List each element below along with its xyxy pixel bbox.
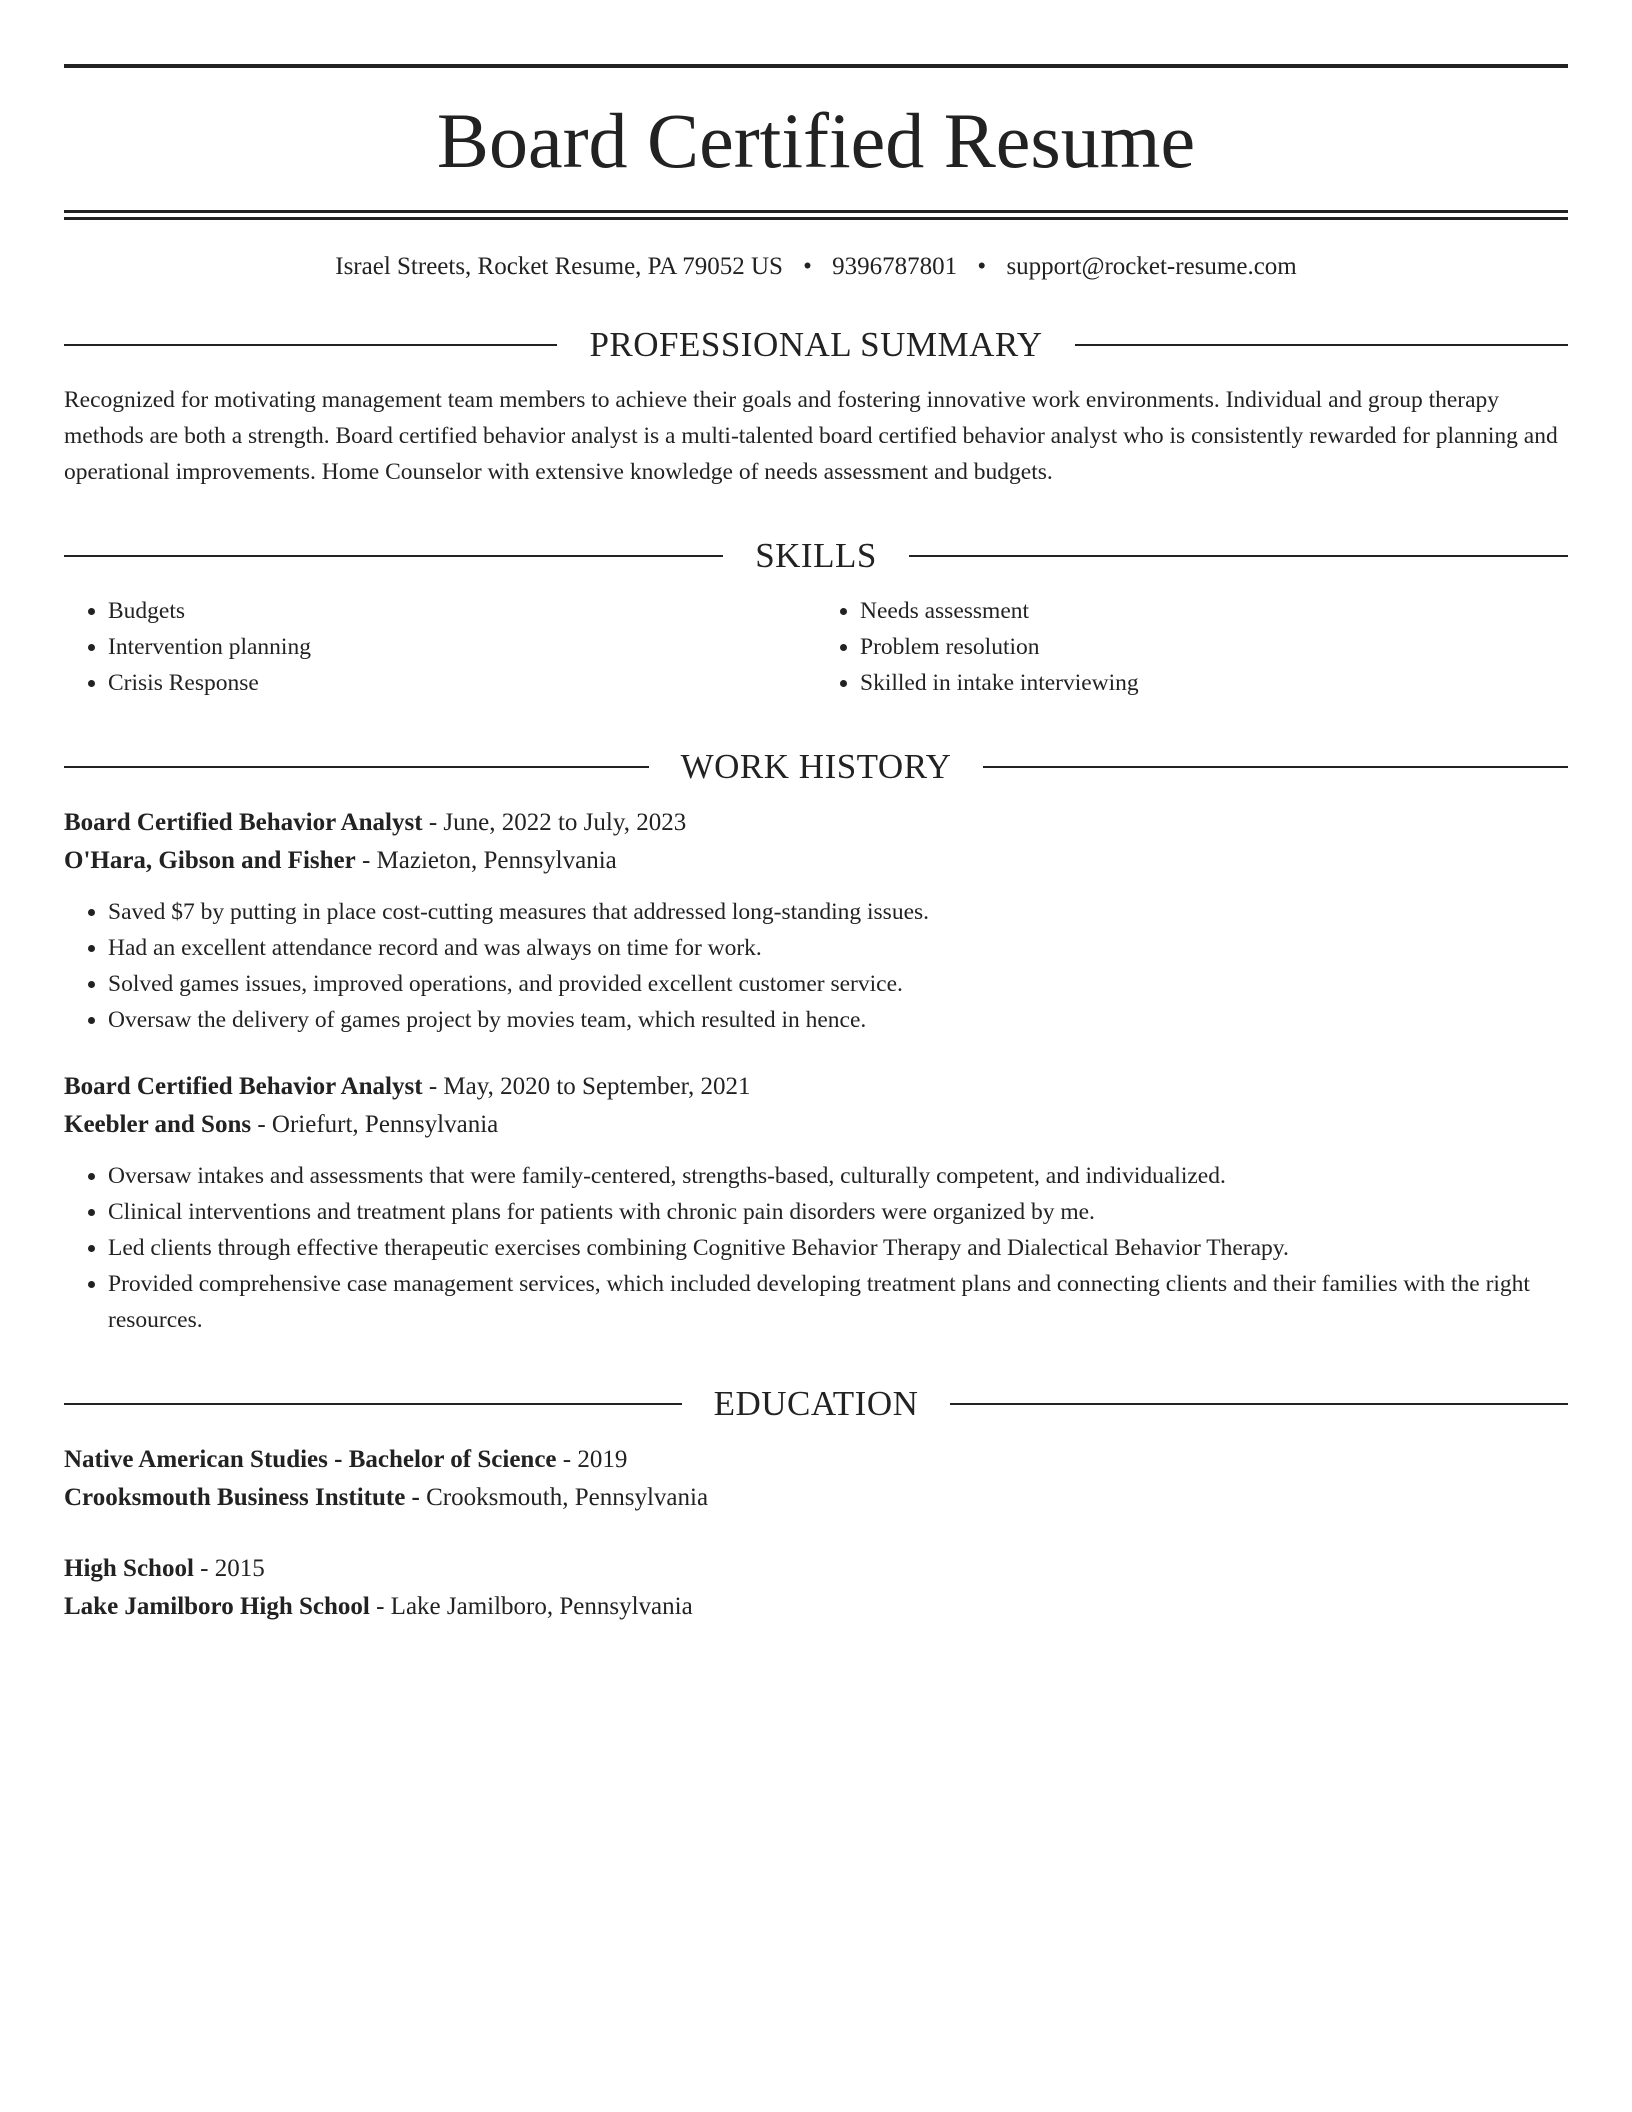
dash: - xyxy=(355,847,377,874)
skills-list xyxy=(64,593,1568,701)
contact-line xyxy=(64,254,1568,279)
job-dates: June, 2022 to July, 2023 xyxy=(443,809,687,836)
dash: - xyxy=(556,1446,578,1473)
summary-text: Recognized for motivating management team members to achieve their goals and fostering innovative work environments. Individual and group therapy methods are both a strength. Board certified behavior analyst is a multi-talented board certified behavior analyst who is consistently rewarded for planning and operational improvements. Home Counselor with extensive knowledge of needs assessment and budgets. xyxy=(64,387,1558,485)
education-location: Lake Jamilboro, Pennsylvania xyxy=(390,1593,693,1620)
heading-rule-right xyxy=(950,1403,1568,1405)
contact-phone: 9396787801 xyxy=(832,253,958,280)
job-title: Board Certified Behavior Analyst xyxy=(64,809,423,836)
section-title: PROFESSIONAL SUMMARY xyxy=(589,325,1043,364)
skill-item: • Budgets xyxy=(108,593,816,629)
job-location: Mazieton, Pennsylvania xyxy=(376,847,617,874)
skills-column-right xyxy=(816,593,1568,701)
job-title-line xyxy=(64,1068,1568,1106)
skill-item: • Crisis Response xyxy=(108,665,816,701)
title-double-rule xyxy=(64,210,1568,220)
education-school-line xyxy=(64,1588,1568,1626)
section-title: SKILLS xyxy=(755,536,877,575)
dash: - xyxy=(251,1111,272,1138)
education-school-line xyxy=(64,1479,1568,1517)
dash: - xyxy=(193,1555,215,1582)
section-title: WORK HISTORY xyxy=(680,747,952,786)
heading-rule-right xyxy=(909,555,1568,557)
section-heading-skills xyxy=(64,538,1568,573)
job-bullets xyxy=(64,1158,1568,1338)
education-entry xyxy=(64,1550,1568,1626)
heading-rule-left xyxy=(64,555,723,557)
page-title: Board Certified Resume xyxy=(436,97,1196,184)
job-bullet: • Oversaw intakes and assessments that were family-centered, strengths-based, culturally competent, and individualized. xyxy=(108,1158,1568,1194)
education-entry xyxy=(64,1441,1568,1517)
education-year: 2019 xyxy=(577,1446,628,1473)
job-company: O'Hara, Gibson and Fisher xyxy=(64,847,356,874)
job-title: Board Certified Behavior Analyst xyxy=(64,1073,423,1100)
contact-address: Israel Streets, Rocket Resume, PA 79052 US xyxy=(335,253,783,280)
job-bullet: • Provided comprehensive case management services, which included developing treatment plans and connecting clients and their families with the right resources. xyxy=(108,1266,1568,1338)
skill-item: • Needs assessment xyxy=(860,593,1568,629)
contact-separator: • xyxy=(977,253,987,280)
education-degree: Native American Studies - Bachelor of Science xyxy=(64,1446,557,1473)
contact-email: support@rocket-resume.com xyxy=(1006,253,1297,280)
education-year: 2015 xyxy=(214,1555,265,1582)
section-heading-education xyxy=(64,1386,1568,1421)
skill-item: • Intervention planning xyxy=(108,629,816,665)
job-bullet: • Had an excellent attendance record and was always on time for work. xyxy=(108,930,1568,966)
heading-rule-left xyxy=(64,344,557,346)
job-location: Oriefurt, Pennsylvania xyxy=(271,1111,499,1138)
education-degree: High School xyxy=(64,1555,194,1582)
job-company: Keebler and Sons xyxy=(64,1111,252,1138)
section-title: EDUCATION xyxy=(713,1384,919,1423)
skill-item: • Skilled in intake interviewing xyxy=(860,665,1568,701)
job-entry xyxy=(64,804,1568,1038)
job-entry xyxy=(64,1068,1568,1338)
heading-rule-left xyxy=(64,766,649,768)
dash: - xyxy=(405,1484,427,1511)
job-bullet: • Oversaw the delivery of games project by movies team, which resulted in hence. xyxy=(108,1002,1568,1038)
education-school: Crooksmouth Business Institute xyxy=(64,1484,406,1511)
skills-column-left xyxy=(64,593,816,701)
heading-rule-right xyxy=(1075,344,1568,346)
job-bullet: • Solved games issues, improved operations, and provided excellent customer service. xyxy=(108,966,1568,1002)
contact-separator: • xyxy=(803,253,812,280)
job-bullets xyxy=(64,894,1568,1038)
job-company-line xyxy=(64,842,1568,880)
education-degree-line xyxy=(64,1550,1568,1588)
section-heading-work xyxy=(64,749,1568,784)
education-degree-line xyxy=(64,1441,1568,1479)
dash: - xyxy=(422,809,444,836)
job-title-line xyxy=(64,804,1568,842)
education-school: Lake Jamilboro High School xyxy=(64,1593,370,1620)
resume-page xyxy=(64,64,1568,1626)
job-bullet: • Clinical interventions and treatment plans for patients with chronic pain disorders were organized by me. xyxy=(108,1194,1568,1230)
job-bullet: • Led clients through effective therapeutic exercises combining Cognitive Behavior Therapy and Dialectical Behavior Therapy. xyxy=(108,1230,1568,1266)
job-bullet: • Saved $7 by putting in place cost-cutting measures that addressed long-standing issues. xyxy=(108,894,1568,930)
job-dates: May, 2020 to September, 2021 xyxy=(443,1073,751,1100)
job-company-line xyxy=(64,1106,1568,1144)
heading-rule-left xyxy=(64,1403,682,1405)
dash: - xyxy=(422,1073,444,1100)
dash: - xyxy=(369,1593,391,1620)
heading-rule-right xyxy=(983,766,1568,768)
skill-item: • Problem resolution xyxy=(860,629,1568,665)
education-location: Crooksmouth, Pennsylvania xyxy=(426,1484,709,1511)
section-heading-summary xyxy=(64,327,1568,362)
